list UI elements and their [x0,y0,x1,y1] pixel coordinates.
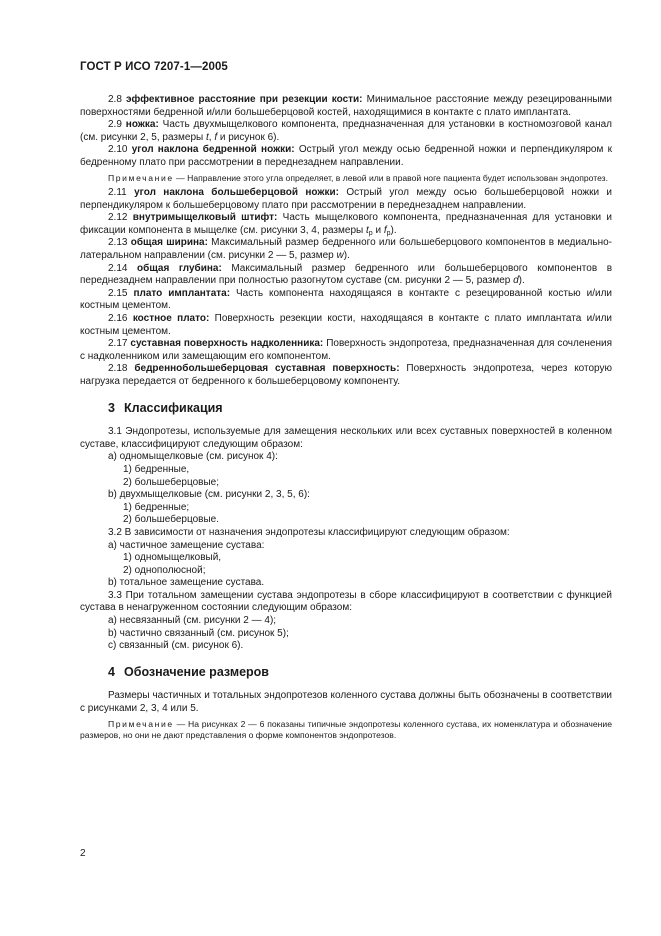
def-term: угол наклона большеберцовой ножки: [134,187,339,199]
list-item: 1) бедренные; [123,501,190,513]
def-text: Часть компонента находящаяся в контакте с резецированной костью и/или костным цементом. [80,287,612,312]
def-text: Максимальный размер бедренного или большеберцового компонентов в медиально-латеральном направлении (см. рисунки 2 — 5, размер [80,237,612,262]
dimension-symbol: f [383,224,387,236]
def-number: 2.11 [108,187,127,199]
note-text: — На рисунках 2 — 6 показаны типичные эндопротезы коленного сустава, их номенклатура и обозначение размеров, но они не дают представления о форме компонентов эндопротезов. [80,718,612,741]
list-item: 2) большеберцовые. [123,514,220,526]
section-3-heading [108,402,612,415]
dimension-symbol: w [336,250,344,262]
definition-2-10 [80,144,612,169]
def-text: и рисунок 6). [217,131,280,143]
dimension-symbol: t [205,131,209,143]
definition-2-11 [80,187,612,212]
dimension-symbol: t [365,224,369,236]
dimension-symbol: f [214,131,218,143]
def-text: Часть мыщелкового компонента, предназначенная для установки и фиксации компонента в мыщелке (см. рисунки 3, 4, размеры [80,212,613,236]
list-item: b) двухмыщелковые (см. рисунки 2, 3, 5, 6): [108,489,310,501]
list-item: b) частично связанный (см. рисунок 5); [108,627,289,639]
def-number: 2.8 [108,94,122,105]
def-number: 2.14 [108,262,128,274]
def-number: 2.12 [108,212,128,224]
def-text: Острый угол между осью бедренной ножки и перпендикуляром к бедренному плато при рассмотрении в переднезаднем направлении. [80,144,613,168]
def-text: Поверхность резекции кости, находящаяся в контакте с плато имплантата и/или костным цементом. [80,313,612,337]
def-term: ножка: [125,119,159,131]
definition-2-15 [80,288,612,313]
list-item: a) одномыщелковые (см. рисунок 4): [108,451,278,463]
list-item: 2) большеберцовые; [123,476,220,488]
list-item: 2) однополюсной; [123,564,206,576]
note-label: Примечание [108,172,174,183]
def-term: суставная поверхность надколенника: [130,338,324,350]
clause-3-2: 3.2 В зависимости от назначения эндопротезы классифицируют следующим образом: [108,526,510,538]
def-term: внутримыщелковый штифт: [132,212,278,224]
def-number: 2.17 [108,338,128,350]
def-term: костное плато: [132,313,210,324]
clause-3-1: 3.1 Эндопротезы, используемые для замещения нескольких или всех суставных поверхностей в коленном суставе, классифицируют следующим образом: [80,426,612,450]
page-number: 2 [80,848,86,859]
definition-2-16 [80,313,612,338]
def-number: 2.13 [108,237,128,249]
document-body [80,94,612,745]
def-text: и [372,224,384,236]
def-text: Поверхность эндопротеза, через которую нагрузка передается от бедренного к большеберцовому компоненту. [80,363,613,387]
clause-4-paragraph: Размеры частичных и тотальных эндопротезов коленного сустава должны быть обозначены в соответствии с рисунками 2, 3, 4 или 5. [80,690,612,715]
section-number: 3 [108,400,115,415]
def-term: общая глубина: [137,262,222,274]
note-label: Примечание [108,718,174,729]
note-figures [80,719,612,742]
definition-2-13 [80,237,612,262]
list-item: 1) одномыщелковый, [123,552,222,564]
def-text: Поверхность эндопротеза, предназначенная для сочленения с надколенником или замещающим его компонентом. [80,338,613,362]
list-item: c) связанный (см. рисунок 6). [108,640,244,652]
definition-2-17 [80,338,612,363]
note-direction [80,173,612,185]
dimension-subscript: p [386,229,391,237]
def-term: эффективное расстояние при резекции кости: [126,94,363,105]
def-text: ). [390,224,397,236]
definition-2-14 [80,263,612,288]
list-item: b) тотальное замещение сустава. [108,577,265,589]
definition-2-12 [80,212,612,237]
clause-3-3: 3.3 При тотальном замещении сустава эндопротезы в сборе классифицируют в соответствии с функцией сустава в ненагруженном состоянии следующим образом: [80,589,612,614]
def-number: 2.9 [108,119,122,131]
dimension-symbol: d [513,275,519,287]
def-number: 2.10 [108,144,128,156]
def-text: Минимальное расстояние между резецированными поверхностями бедренной и/или большеберцовой костей, находящимися в контакте с плато имплантата. [80,94,612,118]
list-item: a) несвязанный (см. рисунки 2 — 4); [108,615,277,627]
def-term: угол наклона бедренной ножки: [131,144,295,156]
definition-2-8 [80,94,612,119]
dimension-subscript: p [368,229,373,237]
note-text: — Направление этого угла определяет, в левой или в правой ноге пациента будет использован эндопротез. [173,172,609,183]
section-title: Классификация [124,400,223,415]
def-term: общая ширина: [130,237,208,249]
def-text: Часть двухмыщелкового компонента, предназначенная для установки в костномозговой канал (см. рисунки 2, 5, размеры [80,119,612,143]
definition-2-18 [80,363,612,388]
def-term: бедреннобольшеберцовая суставная поверхность: [134,363,400,375]
def-term: плато имплантата: [133,287,231,299]
section-title: Обозначение размеров [124,664,269,679]
def-text: Острый угол между осью большеберцовой ножки и перпендикуляром к большеберцовому плато при рассмотрении в переднезаднем направлении. [80,187,612,211]
section-4-heading [108,666,612,679]
def-number: 2.16 [108,313,128,324]
def-text: Максимальный размер бедренного или большеберцового компонентов в переднезаднем направлении при полностью разогнутом суставе (см. рисунки 2 — 5, размер [80,262,613,287]
def-number: 2.15 [108,287,128,299]
def-number: 2.18 [108,363,128,375]
document-header: ГОСТ Р ИСО 7207-1—2005 [80,61,228,73]
list-item: 1) бедренные, [123,463,190,475]
list-item: a) частичное замещение сустава: [108,539,265,551]
section-number: 4 [108,664,115,679]
def-text: , [208,131,215,143]
def-text: ). [343,250,350,262]
def-text: ). [518,275,525,287]
definition-2-9 [80,119,612,144]
